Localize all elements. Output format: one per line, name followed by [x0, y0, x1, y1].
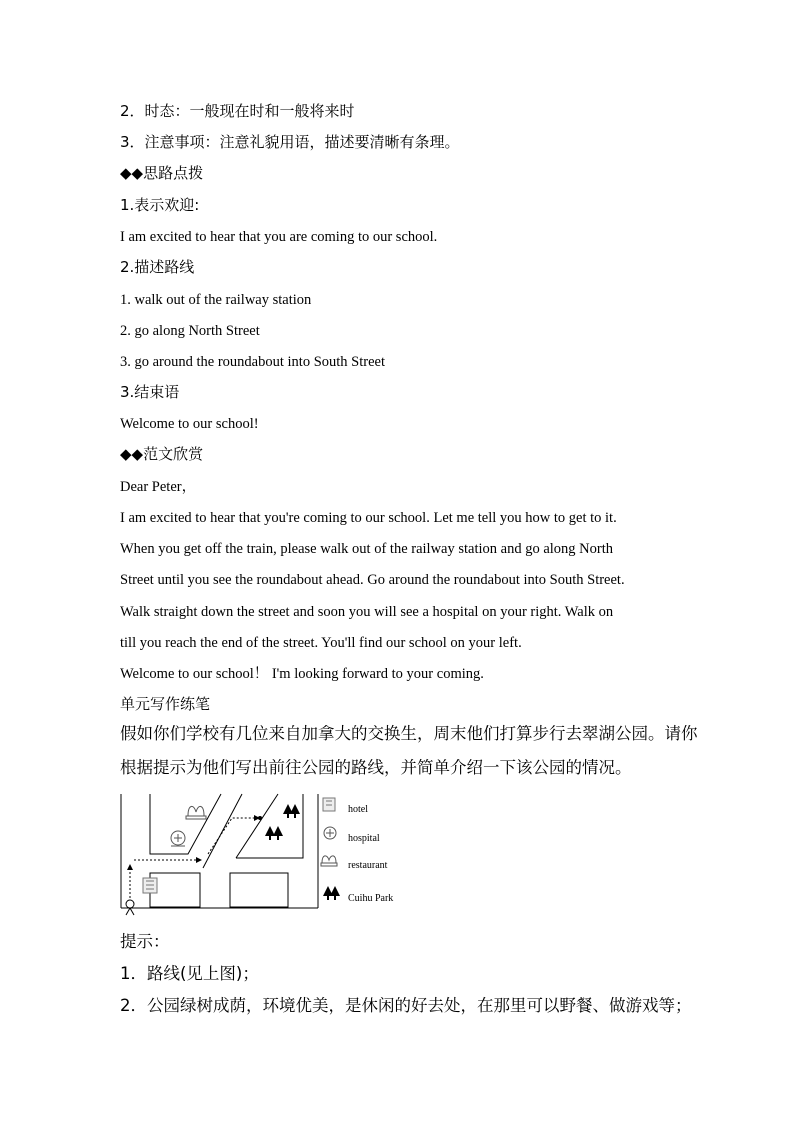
- task-line-1: 假如你们学校有几位来自加拿大的交换生，周末他们打算步行去翠湖公园。请你: [120, 724, 698, 743]
- letter-line-5: till you reach the end of the street. You'll find our school on your left.: [120, 635, 522, 651]
- restaurant-icon: [186, 806, 206, 819]
- hospital-icon: [324, 827, 336, 839]
- arrow-up-icon: [127, 864, 133, 870]
- section-heading-ideas: ◆◆思路点拨: [120, 164, 204, 182]
- closing-heading: 3.结束语: [120, 383, 180, 401]
- legend-hotel: hotel: [348, 804, 368, 815]
- legend-park: Cuihu Park: [348, 893, 394, 904]
- hint-1: 1．路线(见上图)；: [120, 964, 259, 983]
- letter-line-3: Street until you see the roundabout ahead. Go around the roundabout into South Street.: [120, 572, 625, 588]
- arrow-right-icon: [196, 857, 202, 863]
- welcome-heading: 1.表示欢迎:: [120, 196, 200, 214]
- hospital-icon: [171, 831, 185, 846]
- hotel-icon: [323, 798, 335, 811]
- closing-sentence: Welcome to our school!: [120, 416, 259, 432]
- section-heading-practice: 单元写作练笔: [120, 695, 211, 713]
- section-heading-sample: ◆◆范文欣赏: [120, 445, 204, 463]
- attention-note: 3．注意事项：注意礼貌用语，描述要清晰有条理。: [120, 133, 460, 151]
- letter-line-4: Walk straight down the street and soon you will see a hospital on your right. Walk on: [120, 604, 614, 620]
- tree-icon: [323, 886, 340, 900]
- hints-heading: 提示：: [120, 932, 170, 951]
- person-start-icon: [126, 900, 134, 915]
- letter-salutation: Dear Peter，: [120, 479, 197, 495]
- letter-line-2: When you get off the train, please walk out of the railway station and go along North: [120, 541, 613, 557]
- restaurant-icon: [321, 856, 337, 866]
- task-line-2: 根据提示为他们写出前往公园的路线，并简单介绍一下该公园的情况。: [120, 758, 632, 777]
- legend-restaurant: restaurant: [348, 860, 388, 871]
- route-step-2: 2. go along North Street: [120, 323, 260, 339]
- letter-closing: Welcome to our school！ I'm looking forward to your coming.: [120, 666, 484, 682]
- legend: [321, 798, 393, 904]
- letter-line-1: I am excited to hear that you're coming to our school. Let me tell you how to get to it.: [120, 510, 617, 526]
- route-step-3: 3. go around the roundabout into South Street: [120, 354, 385, 370]
- hint-2: 2．公园绿树成荫，环境优美，是休闲的好去处，在那里可以野餐、做游戏等；: [120, 996, 692, 1015]
- route-heading: 2.描述路线: [120, 258, 195, 276]
- legend-hospital: hospital: [348, 833, 380, 844]
- tense-note: 2．时态：一般现在时和一般将来时: [120, 102, 355, 120]
- tree-icon: [265, 804, 300, 840]
- route-step-1: 1. walk out of the railway station: [120, 292, 312, 308]
- hotel-icon: [143, 878, 157, 893]
- welcome-sentence: I am excited to hear that you are coming to our school.: [120, 229, 438, 245]
- route-map: [118, 788, 418, 920]
